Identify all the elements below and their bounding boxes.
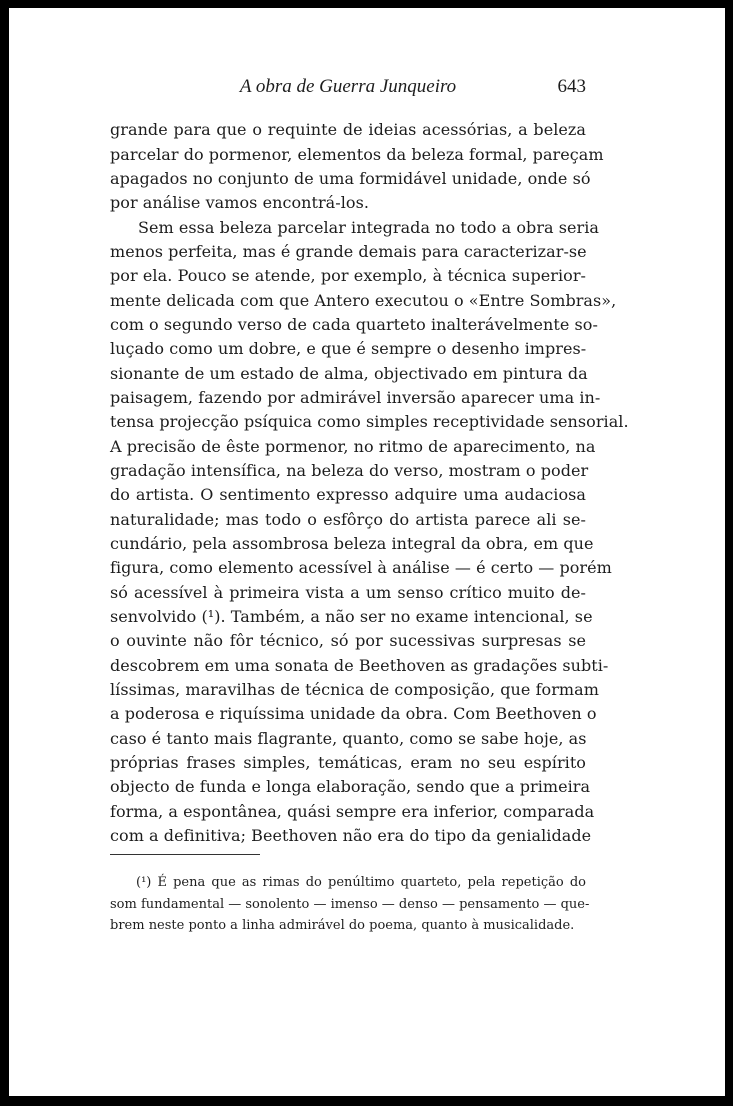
- body-line: líssimas, maravilhas de técnica de composição, que formam: [110, 680, 599, 699]
- body-line: objecto de funda e longa elaboração, sendo que a primeira: [110, 777, 591, 796]
- body-line: mente delicada com que Antero executou o «Entre Sombras»,: [110, 291, 617, 310]
- body-line: figura, como elemento acessível à análise — é certo — porém: [110, 558, 612, 577]
- body-line: cundário, pela assombrosa beleza integral da obra, em que: [110, 534, 594, 553]
- body-line: naturalidade; mas todo o esfôrço do artista parece ali se-: [110, 510, 586, 529]
- body-line: menos perfeita, mas é grande demais para caracterizar-se: [110, 242, 587, 261]
- body-line: parcelar do pormenor, elementos da beleza formal, pareçam: [110, 145, 604, 164]
- body-line: A precisão de êste pormenor, no ritmo de aparecimento, na: [110, 437, 596, 456]
- body-line: próprias frases simples, temáticas, eram no seu espírito: [110, 753, 586, 772]
- body-line: sionante de um estado de alma, objectivado em pintura da: [110, 364, 588, 383]
- body-line: descobrem em uma sonata de Beethoven as gradações subti-: [110, 656, 609, 675]
- body-line: tensa projecção psíquica como simples receptividade sensorial.: [110, 412, 629, 431]
- body-line: forma, a espontânea, quási sempre era inferior, comparada: [110, 802, 595, 821]
- body-line: gradação intensífica, na beleza do verso, mostram o poder: [110, 461, 589, 480]
- footnote-rule: [110, 854, 260, 855]
- body-line: só acessível à primeira vista a um senso crítico muito de-: [110, 583, 586, 602]
- footnote-line: som fundamental — sonolento — imenso — denso — pensamento — que-: [110, 897, 590, 912]
- body-line: por ela. Pouco se atende, por exemplo, à técnica superior-: [110, 266, 586, 285]
- body-line: paisagem, fazendo por admirável inversão aparecer uma in-: [110, 388, 601, 407]
- body-line: caso é tanto mais flagrante, quanto, como se sabe hoje, as: [110, 729, 587, 748]
- body-line: com o segundo verso de cada quarteto inalterávelmente so-: [110, 315, 598, 334]
- body-line: luçado como um dobre, e que é sempre o desenho impres-: [110, 339, 587, 358]
- body-line: do artista. O sentimento expresso adquire uma audaciosa: [110, 485, 586, 504]
- footnote-line: brem neste ponto a linha admirável do poema, quanto à musicalidade.: [110, 918, 575, 933]
- footnote-line: (¹) É pena que as rimas do penúltimo quarteto, pela repetição do: [136, 875, 586, 890]
- body-line: apagados no conjunto de uma formidável unidade, onde só: [110, 169, 591, 188]
- paragraph-first-line: Sem essa beleza parcelar integrada no todo a obra seria: [138, 218, 599, 237]
- page-number: 643: [557, 76, 586, 97]
- body-line: com a definitiva; Beethoven não era do tipo da genialidade: [110, 826, 592, 845]
- running-title: A obra de Guerra Junqueiro: [239, 76, 457, 97]
- body-line: a poderosa e riquíssima unidade da obra. Com Beethoven o: [110, 704, 597, 723]
- body-line: senvolvido (¹). Também, a não ser no exame intencional, se: [110, 607, 593, 626]
- body-line: por análise vamos encontrá-los.: [110, 193, 369, 212]
- body-line: grande para que o requinte de ideias acessórias, a beleza: [110, 120, 586, 139]
- body-line: o ouvinte não fôr técnico, só por sucessivas surpresas se: [110, 631, 586, 650]
